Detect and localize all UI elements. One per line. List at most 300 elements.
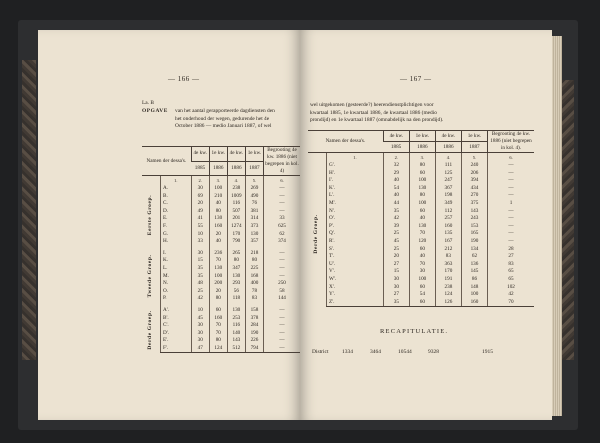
table-cell: 33 [264, 215, 301, 223]
table-row [142, 337, 300, 345]
header-year: 1886 [435, 142, 461, 153]
table-cell: 15 [191, 257, 209, 265]
col-index: 5. [245, 176, 263, 186]
table-row [308, 177, 534, 185]
dessa-name: W'. [327, 276, 384, 284]
header-q1: 1e kw. [409, 131, 435, 142]
table-cell: 190 [461, 238, 487, 246]
dessa-name: H'. [327, 170, 384, 178]
table-cell: 357 [245, 238, 263, 246]
table-cell: 160 [209, 223, 227, 231]
table-cell: — [488, 230, 535, 238]
header-q4b: 4e kw. [435, 131, 461, 142]
header-year: 1887 [245, 161, 263, 176]
table-cell: 143 [461, 208, 487, 216]
table-cell: 160 [435, 223, 461, 231]
dessa-name: K'. [327, 185, 384, 193]
table-cell: 70 [409, 261, 435, 269]
table-row [142, 315, 300, 323]
table-cell: — [488, 238, 535, 246]
dessa-name: D. [161, 208, 192, 216]
header-year: 1886 [409, 142, 435, 153]
page-edges [552, 36, 562, 416]
table-cell: 293 [227, 280, 245, 288]
table-cell: 212 [435, 246, 461, 254]
table-cell: 41 [191, 215, 209, 223]
table-cell: 170 [435, 268, 461, 276]
table-cell: 120 [409, 238, 435, 246]
table-cell: 265 [227, 250, 245, 258]
header-q4: 4e kw. [383, 131, 409, 142]
table-cell: — [264, 337, 301, 345]
table-cell: — [488, 223, 535, 231]
table-cell: 80 [209, 208, 227, 216]
table-cell: 56 [227, 288, 245, 296]
dessa-name: B'. [161, 315, 192, 323]
intro-line: October 1886 — medio Januari 1887, of wel [175, 123, 272, 130]
dessa-name: O'. [327, 215, 384, 223]
table-cell: 284 [245, 322, 263, 330]
table-row [142, 322, 300, 330]
table-row [142, 265, 300, 273]
table-cell: 243 [461, 215, 487, 223]
table-cell: 794 [245, 345, 263, 353]
col-index: 4. [435, 153, 461, 163]
header-namen: Namen der dessa's. [308, 131, 383, 153]
table-cell: 40 [409, 215, 435, 223]
dessa-name: S'. [327, 246, 384, 254]
table-cell: 30 [191, 330, 209, 338]
table-cell: 373 [245, 223, 263, 231]
table-cell: 29 [383, 170, 409, 178]
col-index: 2. [191, 176, 209, 186]
table-cell: 28 [488, 246, 535, 254]
col-index: 6. [264, 176, 301, 186]
table-cell: 225 [245, 265, 263, 273]
table-row [308, 253, 534, 261]
dessa-name: G'. [327, 162, 384, 170]
header-q1: 1e kw. [209, 147, 227, 162]
table-cell: 20 [191, 200, 209, 208]
table-row [308, 170, 534, 178]
table-cell: 253 [227, 315, 245, 323]
table-row [308, 261, 534, 269]
table-row [308, 192, 534, 200]
table-cell: 130 [245, 231, 263, 239]
dessa-name: L'. [327, 192, 384, 200]
dessa-name: E'. [161, 337, 192, 345]
table-cell: 27 [383, 291, 409, 299]
table-row [308, 268, 534, 276]
table-cell: 48 [191, 280, 209, 288]
table-row [308, 208, 534, 216]
col-index: 5. [461, 153, 487, 163]
table-cell: — [264, 307, 301, 315]
table-cell: 39 [383, 223, 409, 231]
district-value: 10544 [398, 349, 412, 355]
table-cell: 60 [409, 246, 435, 254]
table-row [308, 276, 534, 284]
intro-title: OPGAVE [142, 108, 168, 114]
table-cell: 25 [383, 230, 409, 238]
group-label: Derde Groep. [147, 310, 154, 350]
table-cell: 200 [209, 280, 227, 288]
recap-title: RECAPITULATIE. [380, 328, 449, 335]
dessa-name: M'. [327, 200, 384, 208]
table-cell: 25 [191, 288, 209, 296]
table-cell: 100 [209, 185, 227, 193]
table-cell: 130 [209, 265, 227, 273]
table-row [308, 200, 534, 208]
table-cell: 35 [191, 273, 209, 281]
header-q4: 4e kw. [191, 147, 209, 162]
table-cell: 35 [383, 299, 409, 307]
dessa-name: Y'. [327, 291, 384, 299]
table-row [142, 193, 300, 201]
table-row [142, 330, 300, 338]
dessa-name: C. [161, 200, 192, 208]
table-cell: 1009 [227, 193, 245, 201]
table-cell: 65 [488, 268, 535, 276]
table-cell: 35 [191, 265, 209, 273]
district-value: 3464 [370, 349, 381, 355]
dessa-name: P'. [327, 223, 384, 231]
header-year: 1887 [461, 142, 487, 153]
dessa-name: X'. [327, 284, 384, 292]
table-code: La. B [142, 100, 154, 106]
table-cell: 201 [227, 215, 245, 223]
dessa-name: I. [161, 250, 192, 258]
header-q1b: 1e kw. [461, 131, 487, 142]
table-cell: 168 [245, 273, 263, 281]
table-row [142, 295, 300, 303]
table-cell: 381 [245, 208, 263, 216]
table-row [142, 223, 300, 231]
table-cell: — [488, 185, 535, 193]
table-row [308, 291, 534, 299]
intro-line: van het aantal gerapporteerde dagdiensten den [175, 108, 275, 114]
table-cell: — [264, 200, 301, 208]
table-cell: 62 [264, 231, 301, 239]
table-cell: 257 [435, 215, 461, 223]
table-cell: 512 [227, 345, 245, 353]
header-begrooting: Begrooting 4e kw. 1886 (niet begrepen in kol. 4) [265, 147, 299, 174]
header-q1b: 1e kw. [245, 147, 263, 162]
table-cell: 148 [461, 284, 487, 292]
table-cell: 54 [383, 185, 409, 193]
table-cell: 60 [409, 284, 435, 292]
right-data-table [308, 130, 534, 307]
dessa-name: Z'. [327, 299, 384, 307]
table-cell: 55 [191, 223, 209, 231]
dessa-name: N'. [327, 208, 384, 216]
page-number: — 167 — [400, 75, 432, 83]
table-cell: — [488, 170, 535, 178]
table-cell: 60 [409, 170, 435, 178]
table-cell: 434 [461, 185, 487, 193]
table-cell: 83 [245, 295, 263, 303]
table-cell: 240 [461, 162, 487, 170]
table-cell: 40 [209, 238, 227, 246]
table-cell: 206 [461, 170, 487, 178]
intro-line: kwartaal 1885, 1e kwartaal 1886, 4e kwartaal 1886 (medio [310, 109, 437, 116]
table-cell: 625 [264, 223, 301, 231]
table-cell: — [264, 330, 301, 338]
table-cell: 60 [209, 307, 227, 315]
district-label: District [312, 349, 329, 355]
dessa-name: F'. [161, 345, 192, 353]
table-cell: 100 [409, 276, 435, 284]
table-cell: 58 [264, 288, 301, 296]
table-cell: — [264, 185, 301, 193]
table-cell: — [264, 322, 301, 330]
dessa-name: A. [161, 185, 192, 193]
table-cell: — [264, 273, 301, 281]
table-row [142, 280, 300, 288]
table-row [308, 238, 534, 246]
table-cell: 80 [209, 337, 227, 345]
table-cell: 76 [245, 200, 263, 208]
table-cell: — [488, 177, 535, 185]
dessa-name: C'. [161, 322, 192, 330]
table-cell: 130 [227, 307, 245, 315]
table-cell: 30 [383, 284, 409, 292]
table-cell: 70 [209, 322, 227, 330]
table-cell: 250 [264, 280, 301, 288]
table-cell: 191 [435, 276, 461, 284]
table-cell: 70 [209, 257, 227, 265]
dessa-name: G. [161, 231, 192, 239]
table-cell: 80 [409, 162, 435, 170]
dessa-name: Q'. [327, 230, 384, 238]
table-cell: 124 [209, 345, 227, 353]
table-row [142, 273, 300, 281]
table-cell: 134 [461, 246, 487, 254]
table-cell: 33 [191, 238, 209, 246]
table-cell: 144 [264, 295, 301, 303]
table-cell: 130 [227, 273, 245, 281]
table-cell: 10 [191, 231, 209, 239]
table-cell: — [264, 193, 301, 201]
dessa-name: U'. [327, 261, 384, 269]
table-cell: — [264, 265, 301, 273]
table-cell: — [264, 315, 301, 323]
header-year: 1885 [383, 142, 409, 153]
table-cell: 42 [383, 215, 409, 223]
table-row [142, 208, 300, 216]
table-cell: 124 [435, 291, 461, 299]
table-cell: 126 [435, 299, 461, 307]
table-cell: 60 [409, 299, 435, 307]
table-cell: 83 [488, 261, 535, 269]
district-value: 1334 [342, 349, 353, 355]
dessa-name: L. [161, 265, 192, 273]
col-index: 3. [209, 176, 227, 186]
table-cell: 116 [227, 200, 245, 208]
group-label: Derde Groep. [313, 214, 320, 254]
table-cell: 70 [488, 299, 535, 307]
table-cell: 210 [209, 193, 227, 201]
table-cell: 125 [435, 170, 461, 178]
table-cell: 130 [409, 223, 435, 231]
table-cell: 238 [435, 284, 461, 292]
table-cell: 116 [227, 322, 245, 330]
table-cell: 130 [209, 215, 227, 223]
table-cell: 160 [461, 299, 487, 307]
left-data-table [142, 146, 300, 353]
table-cell: 394 [461, 177, 487, 185]
dessa-name: I'. [327, 177, 384, 185]
table-cell: 270 [461, 192, 487, 200]
group-label: Eerste Groep. [147, 195, 154, 236]
table-cell: 78 [245, 288, 263, 296]
table-cell: 10 [191, 307, 209, 315]
table-cell: 167 [435, 238, 461, 246]
table-cell: 102 [488, 284, 535, 292]
table-cell: 314 [245, 215, 263, 223]
table-row [142, 250, 300, 258]
table-cell: 247 [435, 177, 461, 185]
header-q4b: 4e kw. [227, 147, 245, 162]
table-cell: — [264, 345, 301, 353]
table-row [142, 257, 300, 265]
table-cell: 236 [209, 250, 227, 258]
table-row [308, 230, 534, 238]
table-cell: 153 [461, 223, 487, 231]
col-index: 4. [227, 176, 245, 186]
table-cell: 374 [264, 238, 301, 246]
table-cell: 238 [227, 185, 245, 193]
table-cell: — [264, 208, 301, 216]
table-cell: 54 [409, 291, 435, 299]
table-cell: 83 [435, 253, 461, 261]
table-cell: — [488, 208, 535, 216]
table-row [142, 238, 300, 246]
table-cell: 80 [209, 295, 227, 303]
table-cell: 47 [191, 345, 209, 353]
table-cell: — [488, 192, 535, 200]
table-cell: 30 [191, 322, 209, 330]
intro-line: prondijd) en 1e kwartaal 1887 (omnabdelijk na den prondijd). [310, 117, 444, 124]
table-cell: 42 [488, 291, 535, 299]
table-cell: 226 [245, 337, 263, 345]
table-cell: 30 [191, 185, 209, 193]
table-row [308, 284, 534, 292]
table-cell: 100 [409, 200, 435, 208]
group-label: Tweede Groep. [147, 254, 154, 298]
table-cell: 27 [383, 261, 409, 269]
table-cell: 42 [191, 295, 209, 303]
table-cell: 143 [227, 337, 245, 345]
table-row [142, 288, 300, 296]
table-cell: 44 [383, 200, 409, 208]
table-cell: 269 [245, 185, 263, 193]
table-cell: 135 [435, 230, 461, 238]
table-row [142, 200, 300, 208]
table-cell: 20 [209, 288, 227, 296]
dessa-name: E. [161, 215, 192, 223]
table-cell: 86 [461, 276, 487, 284]
table-row [142, 231, 300, 239]
header-year: 1886 [227, 161, 245, 176]
dessa-name: O. [161, 288, 192, 296]
table-cell: 118 [227, 295, 245, 303]
intro-line: wel uitgekomen (gesteerde?) heerendienstplichtigen voor [310, 102, 434, 108]
table-cell: 790 [227, 238, 245, 246]
col-index: 1. [161, 176, 192, 186]
table-cell: 112 [435, 208, 461, 216]
table-cell: 218 [245, 250, 263, 258]
table-cell: 45 [383, 238, 409, 246]
table-cell: 32 [383, 162, 409, 170]
table-cell: 375 [461, 200, 487, 208]
table-cell: 65 [488, 276, 535, 284]
table-cell: 40 [383, 192, 409, 200]
table-cell: 130 [409, 185, 435, 193]
table-row [308, 299, 534, 307]
dessa-name: D'. [161, 330, 192, 338]
table-cell: 165 [461, 230, 487, 238]
table-cell: 70 [209, 330, 227, 338]
header-year: 1886 [209, 161, 227, 176]
table-row [142, 345, 300, 353]
table-row [142, 185, 300, 193]
table-row [308, 246, 534, 254]
table-cell: 198 [435, 192, 461, 200]
table-cell: — [488, 162, 535, 170]
table-cell: 1274 [227, 223, 245, 231]
table-cell: — [264, 250, 301, 258]
table-cell: 80 [227, 257, 245, 265]
table-row [308, 162, 534, 170]
table-cell: 145 [461, 268, 487, 276]
dessa-name: M. [161, 273, 192, 281]
header-begrooting: Begrooting 4e kw. 1886 (niet begrepen in kol. 4). [488, 131, 535, 153]
table-cell: 170 [227, 231, 245, 239]
table-cell: 80 [245, 257, 263, 265]
table-cell: 349 [435, 200, 461, 208]
table-row [142, 307, 300, 315]
table-cell: 507 [227, 208, 245, 216]
table-cell: 25 [383, 246, 409, 254]
col-index: 1. [327, 153, 384, 163]
table-cell: 80 [409, 192, 435, 200]
table-cell: 367 [435, 185, 461, 193]
header-year: 1885 [191, 161, 209, 176]
table-row [308, 215, 534, 223]
dessa-name: N. [161, 280, 192, 288]
table-cell: 15 [383, 268, 409, 276]
table-cell: 20 [209, 231, 227, 239]
dessa-name: R'. [327, 238, 384, 246]
table-cell: 378 [245, 315, 263, 323]
table-cell: 100 [409, 177, 435, 185]
table-cell: 30 [191, 250, 209, 258]
table-row [308, 223, 534, 231]
table-cell: 20 [383, 253, 409, 261]
table-cell: 400 [245, 280, 263, 288]
dessa-name: H. [161, 238, 192, 246]
table-cell: — [488, 215, 535, 223]
table-cell: 30 [383, 276, 409, 284]
table-cell: 140 [227, 330, 245, 338]
table-cell: — [264, 257, 301, 265]
district-value: 1915 [482, 349, 493, 355]
table-cell: 363 [435, 261, 461, 269]
col-index: 3. [409, 153, 435, 163]
table-cell: 45 [191, 315, 209, 323]
table-cell: 490 [245, 193, 263, 201]
